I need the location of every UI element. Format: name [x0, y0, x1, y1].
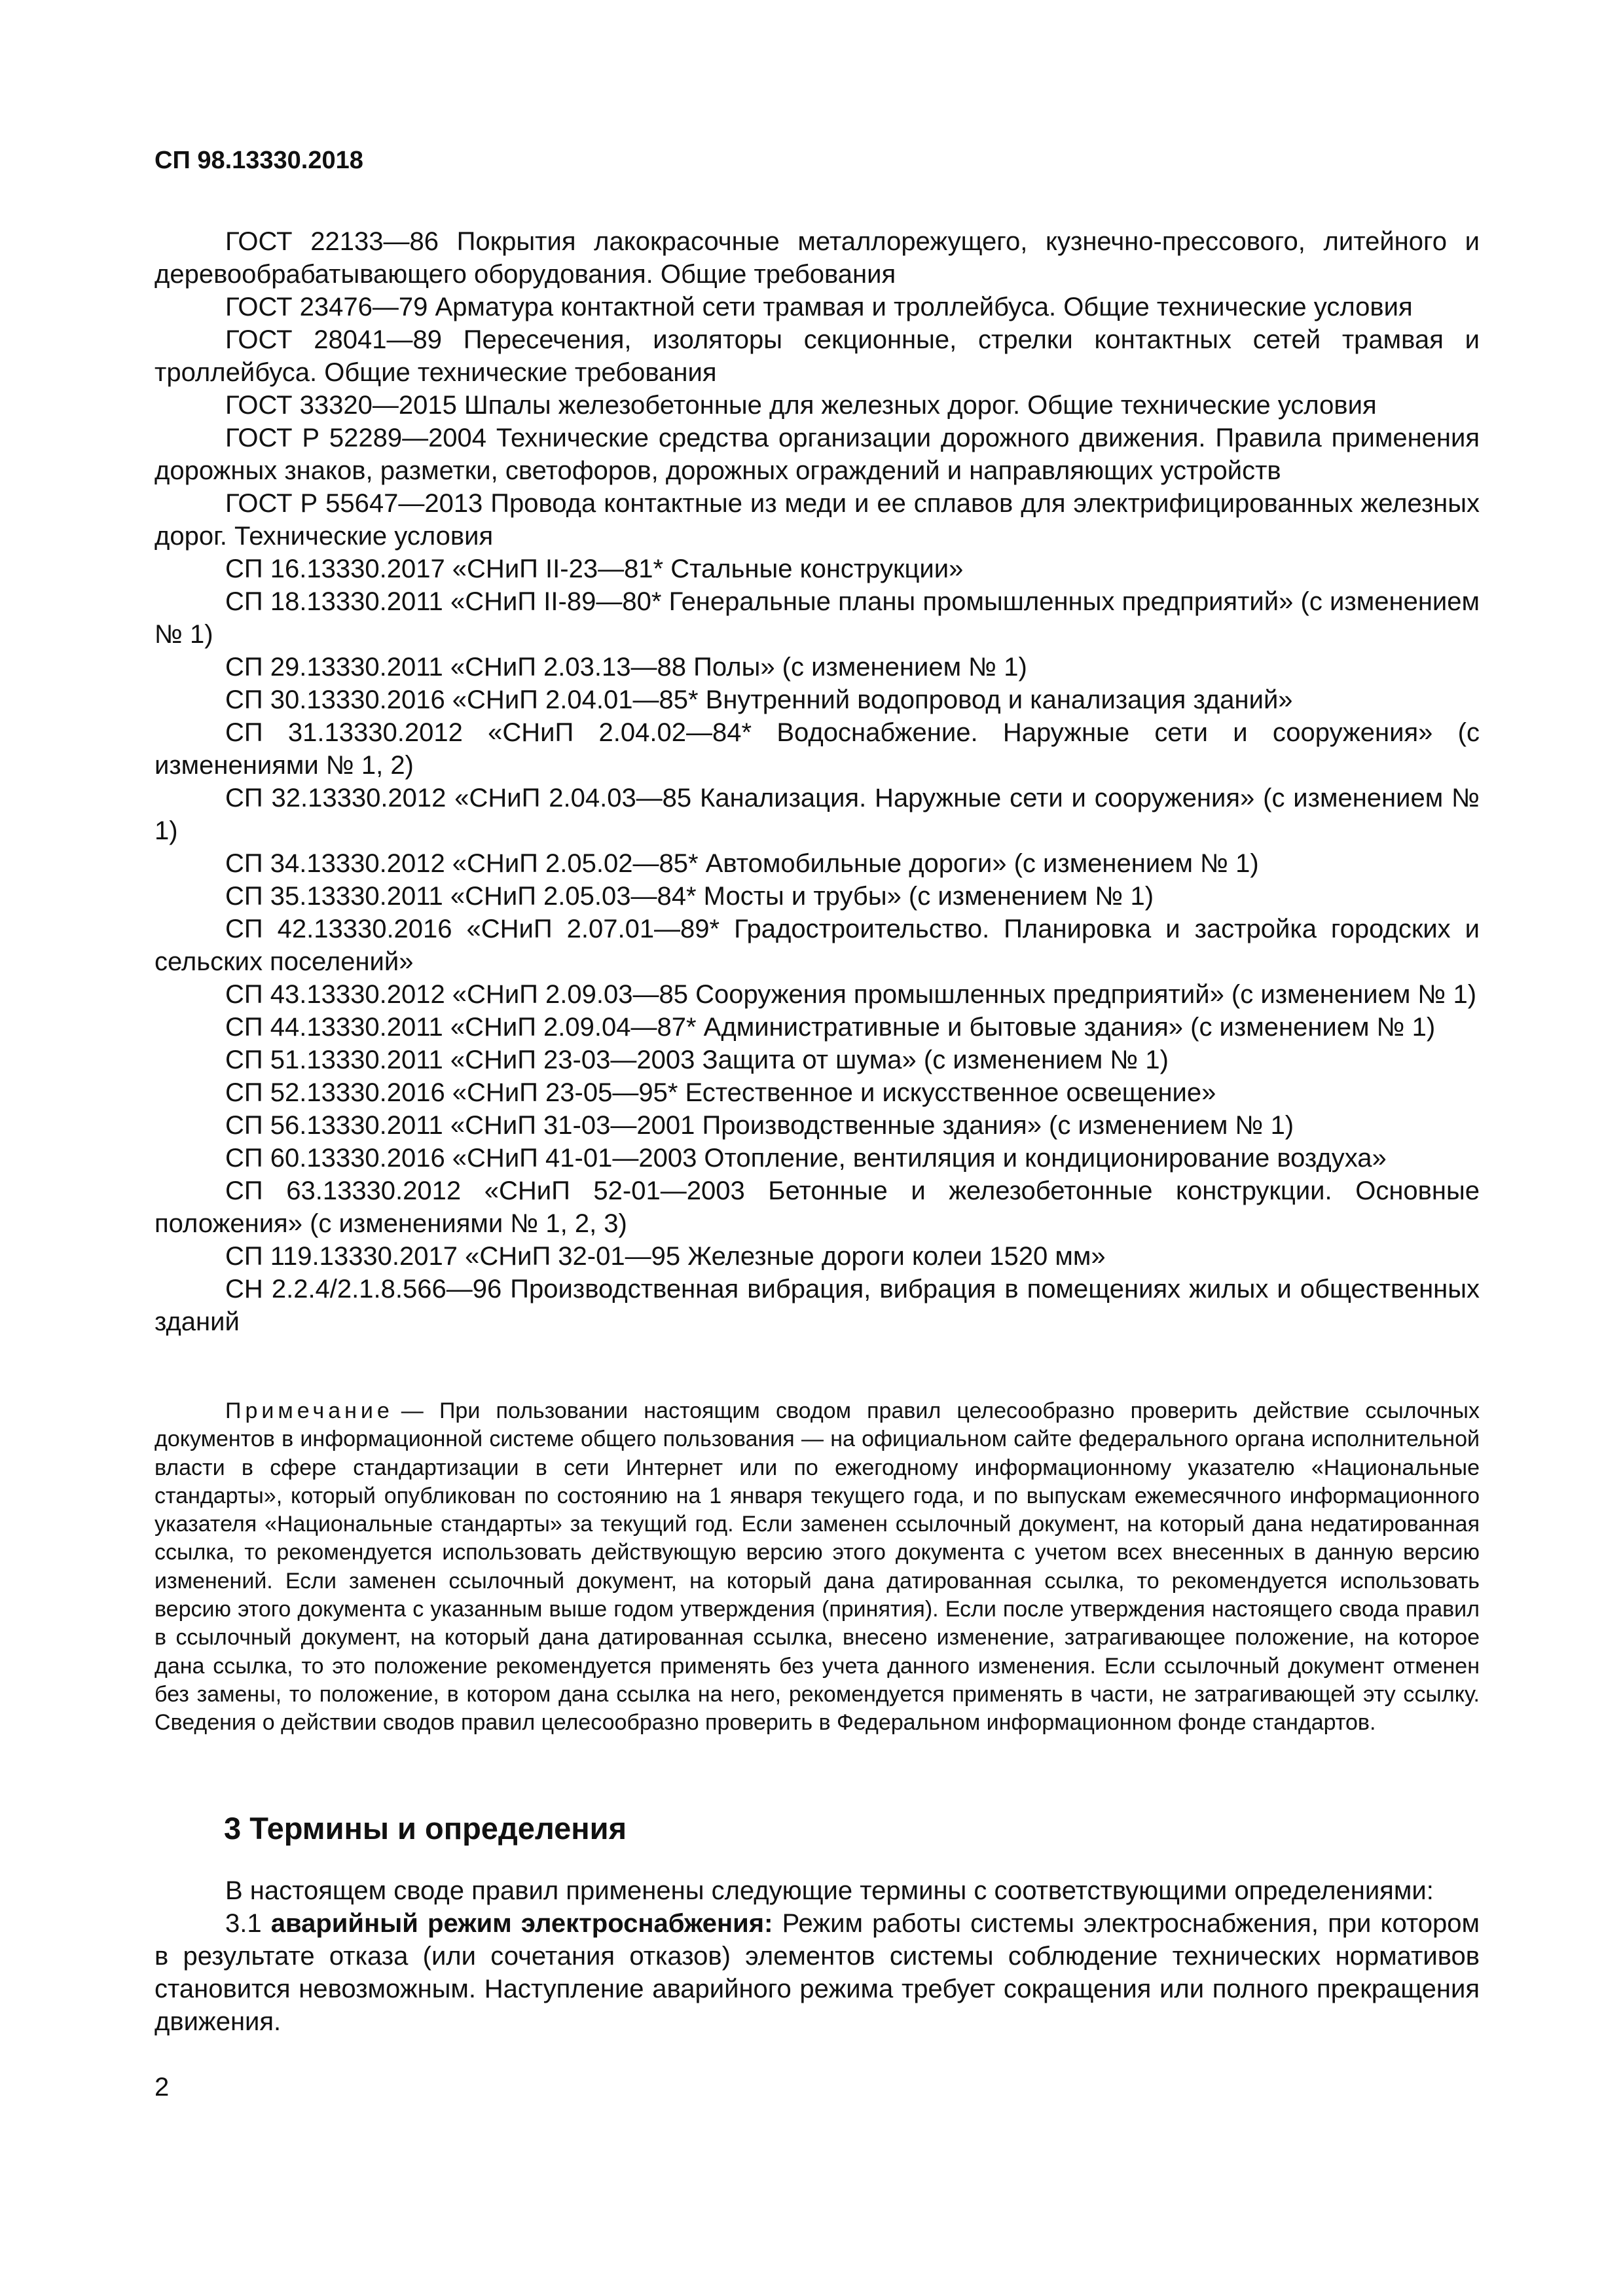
- note-label: Примечание: [225, 1398, 393, 1423]
- section-title: 3 Термины и определения: [224, 1811, 627, 1846]
- references-note: [155, 1397, 1480, 1738]
- reference-item: СП 43.13330.2012 «СНиП 2.09.03—85 Сооружения промышленных предприятий» (с изменением № 1): [225, 980, 1477, 1009]
- reference-item: СП 34.13330.2012 «СНиП 2.05.02—85* Автомобильные дороги» (с изменением № 1): [225, 849, 1259, 878]
- reference-item: СП 30.13330.2016 «СНиП 2.04.01—85* Внутренний водопровод и канализация зданий»: [225, 685, 1293, 714]
- term-number: 3.1: [225, 1909, 262, 1938]
- reference-item: ГОСТ Р 55647—2013 Провода контактные из меди и ее сплавов для электрифицированных железных дорог. Технические условия: [155, 489, 1480, 551]
- reference-item: ГОСТ 33320—2015 Шпалы железобетонные для железных дорог. Общие технические условия: [225, 391, 1377, 420]
- normative-references-list: [155, 225, 1480, 1338]
- reference-item: СП 16.13330.2017 «СНиП II-23—81* Стальные конструкции»: [225, 555, 964, 583]
- reference-item: СП 51.13330.2011 «СНиП 23-03—2003 Защита от шума» (с изменением № 1): [225, 1046, 1169, 1074]
- term-entry: [155, 1907, 1480, 2038]
- reference-item: ГОСТ Р 52289—2004 Технические средства организации дорожного движения. Правила применения дорожных знаков, разметки, светофоров, дорожных ограждений и направляющих устройств: [155, 424, 1480, 485]
- reference-item: ГОСТ 22133—86 Покрытия лакокрасочные металлорежущего, кузнечно-прессового, литейного и деревообрабатывающего оборудования. Общие требования: [155, 227, 1480, 289]
- reference-item: СП 63.13330.2012 «СНиП 52-01—2003 Бетонные и железобетонные конструкции. Основные положения» (с изменениями № 1, 2, 3): [155, 1176, 1480, 1238]
- document-code-header: СП 98.13330.2018: [155, 147, 363, 174]
- page-number: 2: [155, 2073, 170, 2102]
- reference-item: ГОСТ 23476—79 Арматура контактной сети трамвая и троллейбуса. Общие технические условия: [225, 293, 1413, 321]
- reference-item: СП 56.13330.2011 «СНиП 31-03—2001 Производственные здания» (с изменением № 1): [225, 1111, 1294, 1140]
- reference-item: СП 35.13330.2011 «СНиП 2.05.03—84* Мосты и трубы» (с изменением № 1): [225, 882, 1154, 911]
- terms-section-body: [155, 1874, 1480, 2038]
- reference-item: СП 52.13330.2016 «СНиП 23-05—95* Естественное и искусственное освещение»: [225, 1078, 1216, 1107]
- reference-item: СН 2.2.4/2.1.8.566—96 Производственная вибрация, вибрация в помещениях жилых и общественных зданий: [155, 1275, 1480, 1336]
- term-definition: Режим работы системы электроснабжения, при котором в результате отказа (или сочетания отказов) элементов системы соблюдение технических нормативов становится невозможным. Наступление аварийного режима требует сокращения или полного прекращения движения.: [155, 1909, 1480, 2036]
- reference-item: СП 60.13330.2016 «СНиП 41-01—2003 Отопление, вентиляция и кондиционирование воздуха»: [225, 1144, 1387, 1173]
- reference-item: ГОСТ 28041—89 Пересечения, изоляторы секционные, стрелки контактных сетей трамвая и троллейбуса. Общие технические требования: [155, 325, 1480, 387]
- note-text: — При пользовании настоящим сводом правил целесообразно проверить действие ссылочных документов в информационной системе общего пользования — на официальном сайте федерального органа исполнительной власти в сфере стандартизации в сети Интернет или по ежегодному информационному указателю «Национальные стандарты», который опубликован по состоянию на 1 января текущего года, и по выпускам ежемесячного информационного указателя «Национальные стандарты» за текущий год. Если заменен ссылочный документ, на который дана недатированная ссылка, то рекомендуется использовать действующую версию этого документа с учетом всех внесенных в данную версию изменений. Если заменен ссылочный документ, на который дана датированная ссылка, то рекомендуется использовать версию этого документа с указанным выше годом утверждения (принятия). Если после утверждения настоящего свода правил в ссылочный документ, на который дана датированная ссылка, внесено изменение, затрагивающее положение, на которое дана ссылка, то это положение рекомендуется применять без учета данного изменения. Если ссылочный документ отменен без замены, то положение, в котором дана ссылка на него, рекомендуется применять в части, не затрагивающей эту ссылку. Сведения о действии сводов правил целесообразно проверить в Федеральном информационном фонде стандартов.: [155, 1398, 1480, 1736]
- reference-item: СП 119.13330.2017 «СНиП 32-01—95 Железные дороги колеи 1520 мм»: [225, 1242, 1106, 1271]
- reference-item: СП 44.13330.2011 «СНиП 2.09.04—87* Административные и бытовые здания» (с изменением № 1): [225, 1013, 1436, 1042]
- reference-item: СП 42.13330.2016 «СНиП 2.07.01—89* Градостроительство. Планировка и застройка городских и сельских поселений»: [155, 915, 1480, 976]
- reference-item: СП 18.13330.2011 «СНиП II-89—80* Генеральные планы промышленных предприятий» (с изменением № 1): [155, 587, 1480, 649]
- terms-intro: В настоящем своде правил применены следующие термины с соответствующими определениями:: [225, 1876, 1434, 1905]
- term-name: аварийный режим электроснабжения:: [270, 1909, 773, 1938]
- reference-item: СП 31.13330.2012 «СНиП 2.04.02—84* Водоснабжение. Наружные сети и сооружения» (с изменениями № 1, 2): [155, 718, 1480, 780]
- reference-item: СП 29.13330.2011 «СНиП 2.03.13—88 Полы» (с изменением № 1): [225, 653, 1027, 682]
- reference-item: СП 32.13330.2012 «СНиП 2.04.03—85 Канализация. Наружные сети и сооружения» (с изменением № 1): [155, 784, 1480, 845]
